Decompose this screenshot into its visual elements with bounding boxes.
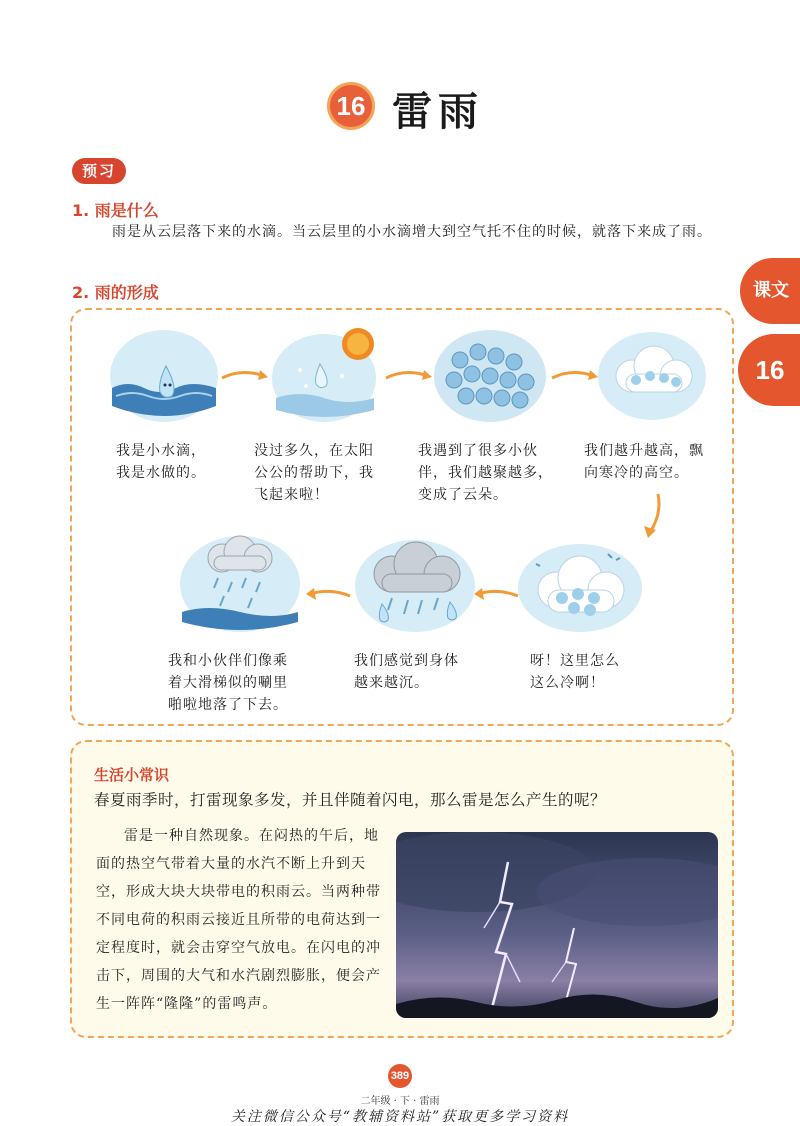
lesson-number-badge: 16 xyxy=(327,82,375,130)
grade-line: 二年级 · 下 · 雷雨 xyxy=(360,1096,440,1107)
stage-4-caption: 我们越升越高，飘 向寒冷的高空。 xyxy=(584,443,704,481)
stage-4-illustration xyxy=(596,326,708,426)
stage-3-illustration xyxy=(432,326,548,426)
lightning-storm-photo xyxy=(396,832,718,1018)
section1-heading: 1. 雨是什么 xyxy=(72,201,159,220)
section2-heading: 2. 雨的形成 xyxy=(72,283,159,302)
arrow-left-icon xyxy=(302,582,354,606)
life-tip-text: 雷是一种自然现象。在闷热的午后，地面的热空气带着大量的水汽不断上升到天空，形成大块大块带电的积雨云。当两种带不同电荷的积雨云接近且所带的电荷达到一定程度时，就会击穿空气放电。在闪电的冲击下，周围的大气和水汽剧烈膨胀，便会产生一阵阵“隆隆”的雷鸣声。 xyxy=(96,828,381,1012)
stage-7-illustration xyxy=(178,530,302,636)
stage-6-caption: 我们感觉到身体 越来越沉。 xyxy=(354,653,459,691)
stage-2-illustration xyxy=(270,326,382,426)
page-number: 389 xyxy=(388,1064,412,1088)
lightning-icon xyxy=(396,832,718,1018)
water-droplet-in-sea-icon xyxy=(108,326,220,426)
stage-1-caption: 我是小水滴， 我是水做的。 xyxy=(116,443,206,481)
rain-falling-icon xyxy=(178,530,302,636)
cloud-rising-icon xyxy=(596,326,708,426)
stage-1-illustration xyxy=(108,326,220,426)
stage-5-caption: 呀！这里怎么 这么冷啊！ xyxy=(530,653,620,691)
arrow-left-icon xyxy=(470,582,522,606)
stage-7-caption: 我和小伙伴们像乘 着大滑梯似的唰里 啪啦地落了下去。 xyxy=(168,653,288,713)
stage-5-illustration xyxy=(516,540,644,636)
preview-badge: 预习 xyxy=(72,158,126,184)
lesson-title: 雷雨 xyxy=(392,88,484,135)
arrow-down-icon xyxy=(638,490,668,542)
life-tip-title: 生活小常识 xyxy=(94,766,170,784)
arrow-right-icon xyxy=(548,362,604,386)
arrow-right-icon xyxy=(218,362,274,386)
cold-cloud-icon xyxy=(516,540,644,636)
life-tip-question: 春夏雨季时，打雷现象多发，并且伴随着闪电，那么雷是怎么产生的呢？ xyxy=(94,791,607,809)
droplets-gathering-icon xyxy=(432,326,548,426)
droplet-rising-with-sun-icon xyxy=(270,326,382,426)
stage-6-illustration xyxy=(352,534,478,634)
heavy-rain-cloud-icon xyxy=(352,534,478,634)
side-tab-number[interactable]: 16 xyxy=(738,334,800,406)
stage-2-caption: 没过多久，在太阳 公公的帮助下，我 飞起来啦！ xyxy=(254,443,374,503)
side-tab-label[interactable]: 课文 xyxy=(740,258,800,324)
promo-footer: 关注微信公众号“教辅资料站”获取更多学习资料 xyxy=(230,1109,570,1125)
section1-text: 雨是从云层落下来的水滴。当云层里的小水滴增大到空气托不住的时候，就落下来成了雨。 xyxy=(112,224,712,240)
arrow-right-icon xyxy=(382,362,438,386)
stage-3-caption: 我遇到了很多小伙 伴，我们越聚越多， 变成了云朵。 xyxy=(418,443,553,503)
